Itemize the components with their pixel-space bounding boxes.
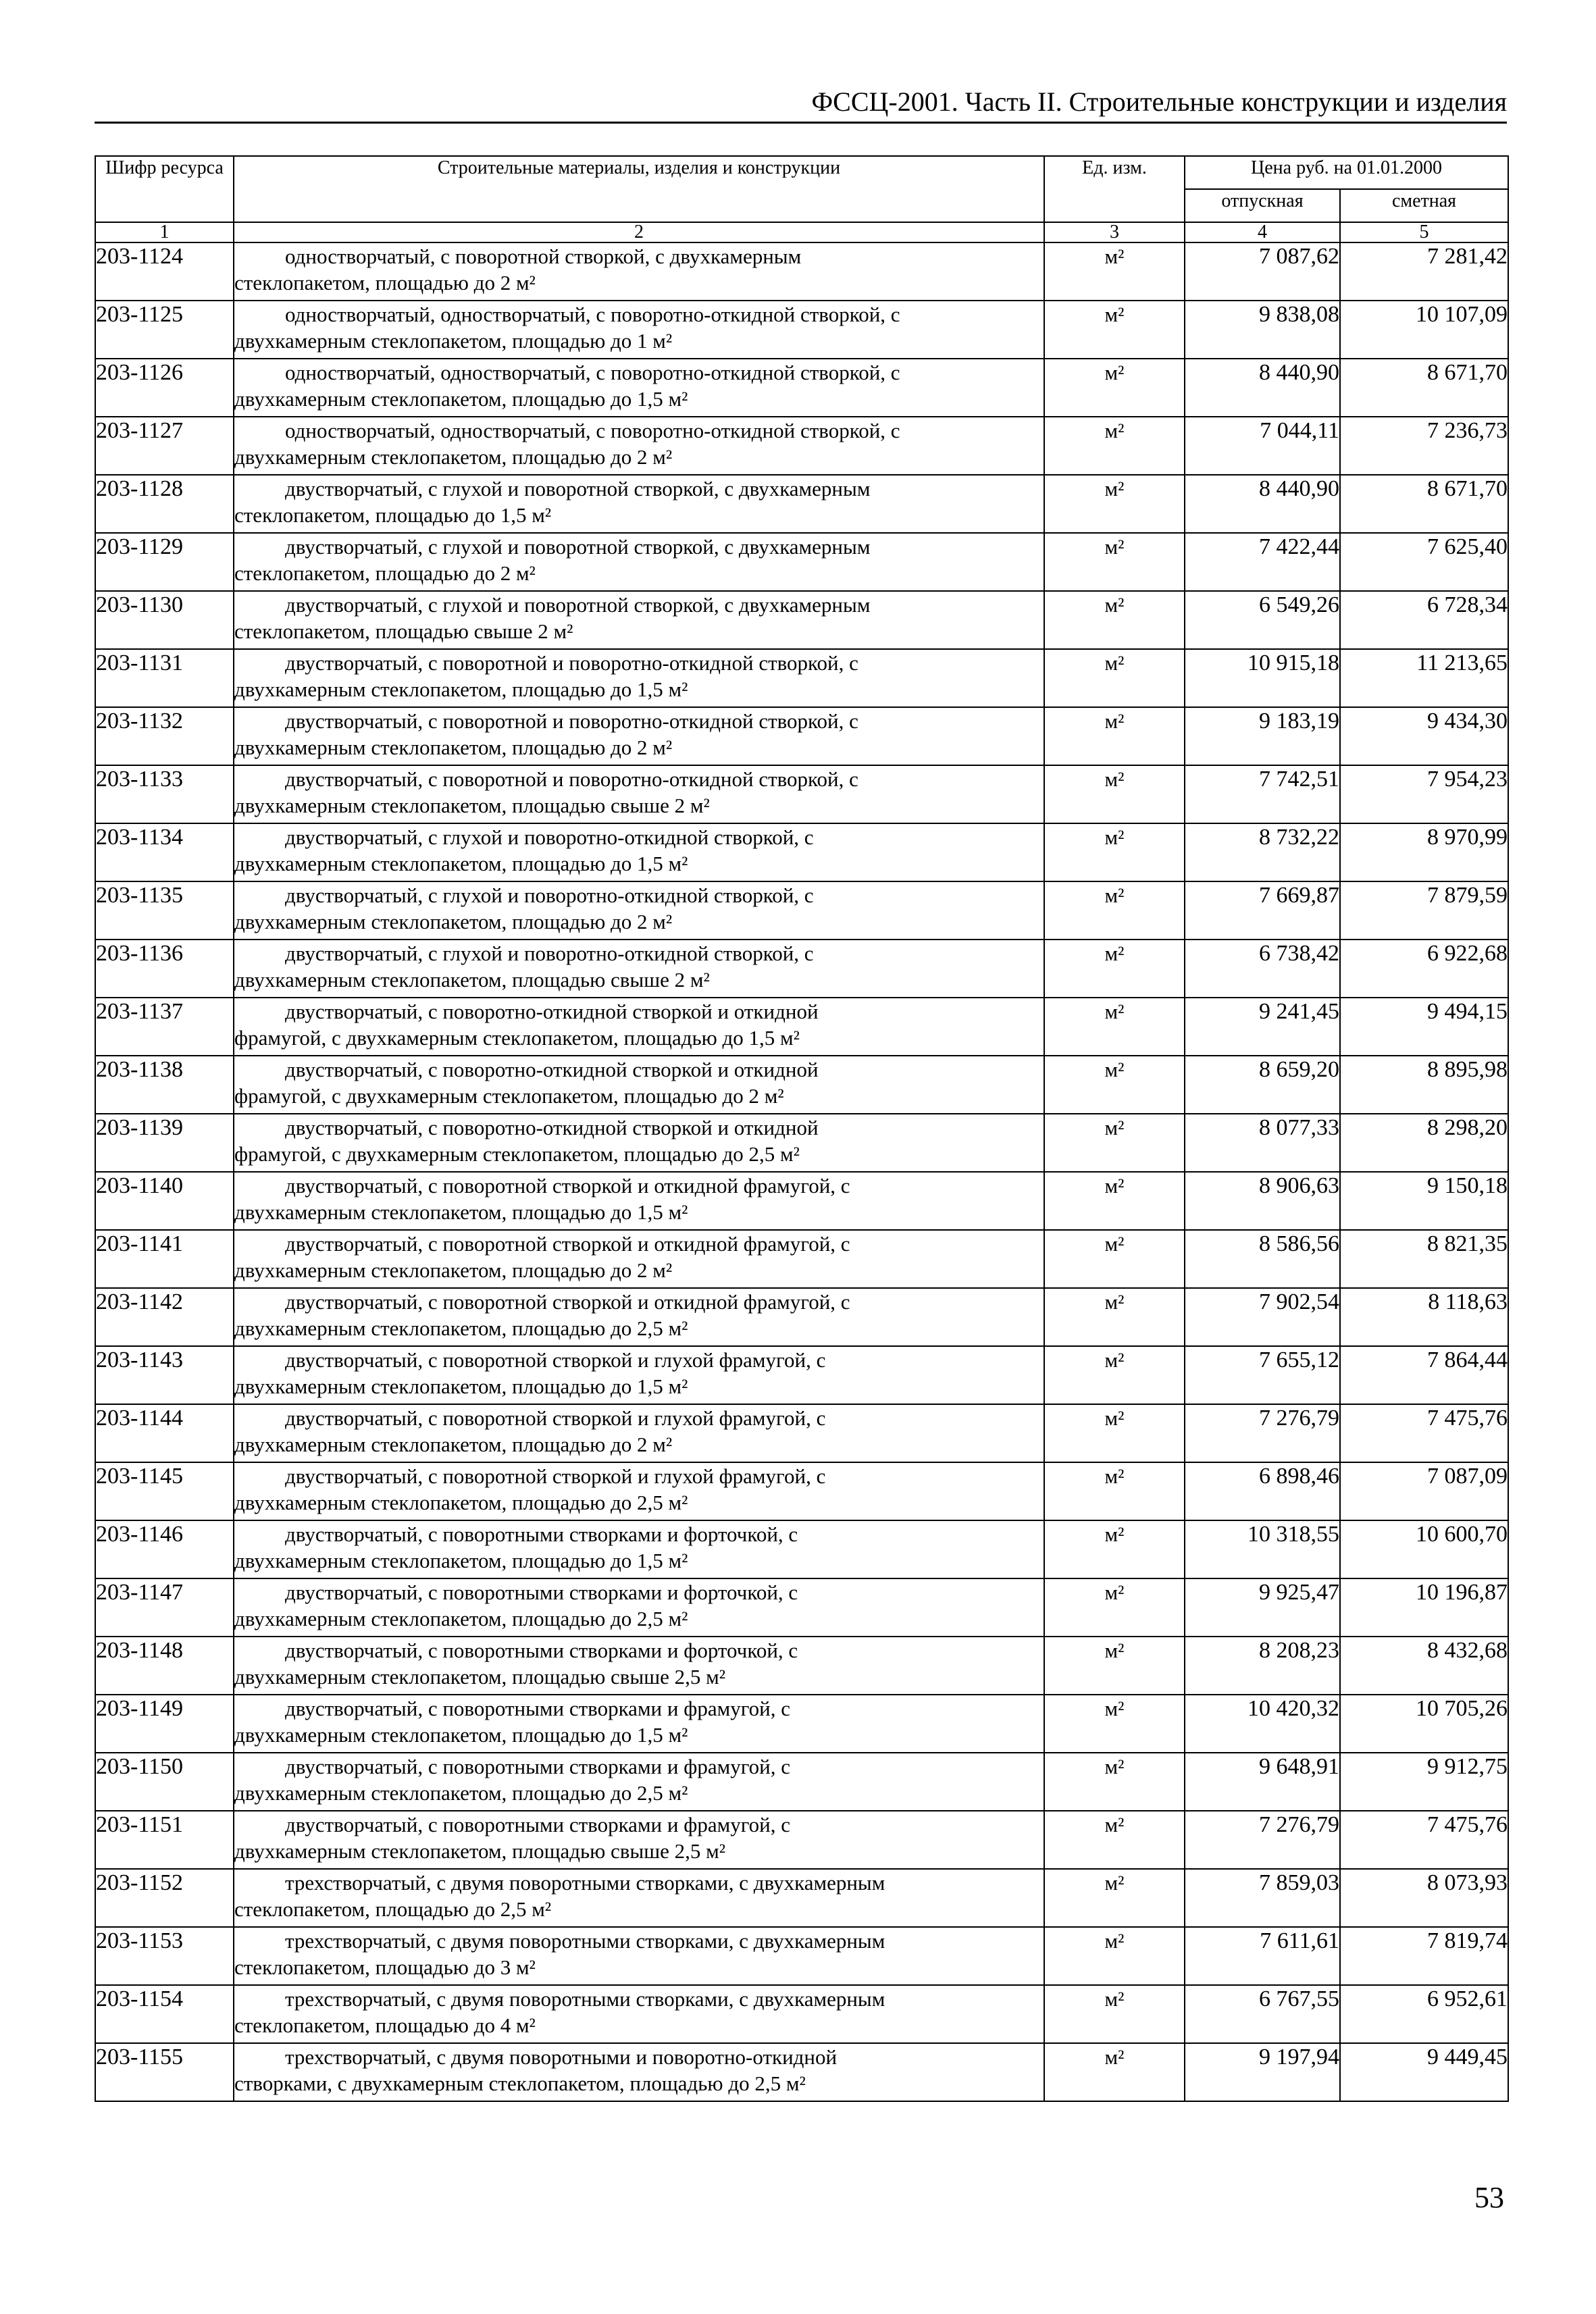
material-description: [234, 823, 1044, 881]
release-price: 9 183,19: [1185, 707, 1340, 765]
description-line-1: одностворчатый, одностворчатый, с поворотно-откидной створкой, с: [285, 419, 900, 442]
description-line-1: одностворчатый, с поворотной створкой, с двухкамерным: [285, 245, 802, 268]
estimate-price: 7 879,59: [1340, 881, 1508, 940]
resource-code: 203-1143: [95, 1346, 234, 1404]
release-price: 7 087,62: [1185, 242, 1340, 301]
description-line-2: двухкамерным стеклопакетом, площадью до 2 м²: [234, 1258, 673, 1282]
estimate-price: 11 213,65: [1340, 649, 1508, 707]
estimate-price: 8 970,99: [1340, 823, 1508, 881]
resource-code: 203-1151: [95, 1811, 234, 1869]
description-line-1: двустворчатый, с поворотной створкой и откидной фрамугой, с: [285, 1174, 850, 1198]
resource-code: 203-1126: [95, 359, 234, 417]
material-description: [234, 1869, 1044, 1927]
material-description: [234, 1927, 1044, 1985]
estimate-price: 7 475,76: [1340, 1404, 1508, 1462]
material-description: [234, 940, 1044, 998]
description-line-1: одностворчатый, одностворчатый, с поворотно-откидной створкой, с: [285, 303, 900, 326]
description-line-1: двустворчатый, с поворотно-откидной створкой и откидной: [285, 1000, 819, 1023]
release-price: 6 767,55: [1185, 1985, 1340, 2043]
unit-of-measure: м²: [1044, 1520, 1185, 1578]
description-line-2: двухкамерным стеклопакетом, площадью до 1,5 м²: [234, 387, 688, 411]
release-price: 7 044,11: [1185, 417, 1340, 475]
material-description: [234, 475, 1044, 533]
release-price: 6 898,46: [1185, 1462, 1340, 1520]
unit-of-measure: м²: [1044, 1869, 1185, 1927]
release-price: 6 738,42: [1185, 940, 1340, 998]
table-row: [95, 1114, 1508, 1172]
unit-of-measure: м²: [1044, 1346, 1185, 1404]
release-price: 9 241,45: [1185, 998, 1340, 1056]
resource-code: 203-1134: [95, 823, 234, 881]
description-line-1: двустворчатый, с поворотными створками и фрамугой, с: [285, 1813, 790, 1836]
resource-code: 203-1135: [95, 881, 234, 940]
description-line-1: двустворчатый, с поворотными створками и фрамугой, с: [285, 1697, 790, 1720]
running-header: ФССЦ-2001. Часть II. Строительные конструкции и изделия: [95, 82, 1507, 124]
unit-of-measure: м²: [1044, 1230, 1185, 1288]
resource-code: 203-1130: [95, 591, 234, 649]
table-row: [95, 823, 1508, 881]
estimate-price: 8 118,63: [1340, 1288, 1508, 1346]
material-description: [234, 1172, 1044, 1230]
estimate-price: 8 895,98: [1340, 1056, 1508, 1114]
release-price: 7 276,79: [1185, 1404, 1340, 1462]
material-description: [234, 765, 1044, 823]
unit-of-measure: м²: [1044, 533, 1185, 591]
resource-code: 203-1133: [95, 765, 234, 823]
description-line-1: двустворчатый, с поворотной и поворотно-откидной створкой, с: [285, 651, 858, 675]
material-description: [234, 1462, 1044, 1520]
estimate-price: 8 671,70: [1340, 475, 1508, 533]
description-line-2: двухкамерным стеклопакетом, площадью до 1,5 м²: [234, 852, 688, 875]
unit-of-measure: м²: [1044, 301, 1185, 359]
description-line-2: двухкамерным стеклопакетом, площадью до 2,5 м²: [234, 1316, 688, 1340]
description-line-2: двухкамерным стеклопакетом, площадью до 2 м²: [234, 445, 673, 469]
table-row: [95, 533, 1508, 591]
resource-code: 203-1150: [95, 1753, 234, 1811]
table-row: [95, 1288, 1508, 1346]
resource-code: 203-1152: [95, 1869, 234, 1927]
release-price: 7 276,79: [1185, 1811, 1340, 1869]
estimate-price: 7 236,73: [1340, 417, 1508, 475]
unit-of-measure: м²: [1044, 1985, 1185, 2043]
description-line-2: стеклопакетом, площадью до 3 м²: [234, 1955, 536, 1979]
resource-code: 203-1147: [95, 1578, 234, 1637]
unit-of-measure: м²: [1044, 1927, 1185, 1985]
unit-of-measure: м²: [1044, 765, 1185, 823]
resource-code: 203-1127: [95, 417, 234, 475]
material-description: [234, 533, 1044, 591]
description-line-2: двухкамерным стеклопакетом, площадью до 2 м²: [234, 910, 673, 933]
estimate-price: 9 434,30: [1340, 707, 1508, 765]
unit-of-measure: м²: [1044, 823, 1185, 881]
unit-of-measure: м²: [1044, 1404, 1185, 1462]
resource-code: 203-1154: [95, 1985, 234, 2043]
description-line-1: двустворчатый, с поворотной створкой и глухой фрамугой, с: [285, 1406, 826, 1430]
resource-code: 203-1142: [95, 1288, 234, 1346]
estimate-price: 7 475,76: [1340, 1811, 1508, 1869]
estimate-price: 8 432,68: [1340, 1637, 1508, 1695]
description-line-1: двустворчатый, с поворотной створкой и глухой фрамугой, с: [285, 1348, 826, 1372]
release-price: 10 420,32: [1185, 1695, 1340, 1753]
table-row: [95, 1985, 1508, 2043]
release-price: 10 318,55: [1185, 1520, 1340, 1578]
description-line-1: двустворчатый, с поворотно-откидной створкой и откидной: [285, 1116, 819, 1139]
unit-of-measure: м²: [1044, 1172, 1185, 1230]
description-line-2: двухкамерным стеклопакетом, площадью свыше 2,5 м²: [234, 1665, 726, 1689]
table-row: [95, 475, 1508, 533]
material-description: [234, 881, 1044, 940]
unit-of-measure: м²: [1044, 417, 1185, 475]
material-description: [234, 1056, 1044, 1114]
material-description: [234, 1346, 1044, 1404]
col-header-code: Шифр ресурса: [95, 156, 234, 222]
description-line-2: двухкамерным стеклопакетом, площадью до 1,5 м²: [234, 1374, 688, 1398]
estimate-price: 9 494,15: [1340, 998, 1508, 1056]
table-row: [95, 707, 1508, 765]
estimate-price: 7 819,74: [1340, 1927, 1508, 1985]
release-price: 7 611,61: [1185, 1927, 1340, 1985]
release-price: 8 440,90: [1185, 475, 1340, 533]
release-price: 8 732,22: [1185, 823, 1340, 881]
table-row: [95, 1462, 1508, 1520]
description-line-2: стеклопакетом, площадью свыше 2 м²: [234, 619, 573, 643]
description-line-1: двустворчатый, с поворотной створкой и откидной фрамугой, с: [285, 1290, 850, 1314]
material-description: [234, 1637, 1044, 1695]
release-price: 7 422,44: [1185, 533, 1340, 591]
description-line-2: двухкамерным стеклопакетом, площадью до 1 м²: [234, 329, 673, 353]
col-number: 1: [95, 222, 234, 242]
unit-of-measure: м²: [1044, 1637, 1185, 1695]
resource-code: 203-1140: [95, 1172, 234, 1230]
resource-code: 203-1124: [95, 242, 234, 301]
description-line-1: двустворчатый, с поворотной и поворотно-откидной створкой, с: [285, 709, 858, 733]
description-line-2: стеклопакетом, площадью до 4 м²: [234, 2013, 536, 2037]
col-header-description: Строительные материалы, изделия и конструкции: [234, 156, 1044, 222]
estimate-price: 8 671,70: [1340, 359, 1508, 417]
material-description: [234, 1753, 1044, 1811]
col-number: 4: [1185, 222, 1340, 242]
description-line-2: двухкамерным стеклопакетом, площадью до 2 м²: [234, 1433, 673, 1456]
unit-of-measure: м²: [1044, 2043, 1185, 2101]
description-line-1: двустворчатый, с поворотными створками и форточкой, с: [285, 1522, 798, 1546]
description-line-1: двустворчатый, с поворотными створками и фрамугой, с: [285, 1755, 790, 1778]
table-row: [95, 1346, 1508, 1404]
release-price: 8 208,23: [1185, 1637, 1340, 1695]
release-price: 8 586,56: [1185, 1230, 1340, 1288]
material-description: [234, 707, 1044, 765]
table-row: [95, 1811, 1508, 1869]
material-description: [234, 1114, 1044, 1172]
description-line-2: створками, с двухкамерным стеклопакетом, площадью до 2,5 м²: [234, 2072, 806, 2095]
description-line-1: двустворчатый, с поворотными створками и форточкой, с: [285, 1580, 798, 1604]
estimate-price: 10 196,87: [1340, 1578, 1508, 1637]
description-line-2: стеклопакетом, площадью до 2 м²: [234, 271, 536, 294]
unit-of-measure: м²: [1044, 1578, 1185, 1637]
estimate-price: 6 922,68: [1340, 940, 1508, 998]
description-line-1: двустворчатый, с глухой и поворотной створкой, с двухкамерным: [285, 593, 871, 617]
table-row: [95, 940, 1508, 998]
estimate-price: 7 087,09: [1340, 1462, 1508, 1520]
release-price: 9 838,08: [1185, 301, 1340, 359]
material-description: [234, 1578, 1044, 1637]
table-row: [95, 765, 1508, 823]
col-header-release-price: отпускная: [1185, 189, 1340, 222]
release-price: 8 440,90: [1185, 359, 1340, 417]
description-line-2: двухкамерным стеклопакетом, площадью до 2,5 м²: [234, 1781, 688, 1805]
resource-code: 203-1149: [95, 1695, 234, 1753]
release-price: 9 648,91: [1185, 1753, 1340, 1811]
description-line-1: трехстворчатый, с двумя поворотными створками, с двухкамерным: [285, 1929, 885, 1953]
estimate-price: 6 728,34: [1340, 591, 1508, 649]
col-header-unit: Ед. изм.: [1044, 156, 1185, 222]
description-line-2: стеклопакетом, площадью до 2,5 м²: [234, 1897, 552, 1921]
material-description: [234, 1404, 1044, 1462]
release-price: 7 669,87: [1185, 881, 1340, 940]
table-row: [95, 591, 1508, 649]
table-row: [95, 242, 1508, 301]
unit-of-measure: м²: [1044, 1695, 1185, 1753]
col-header-estimate-price: сметная: [1340, 189, 1508, 222]
release-price: 8 659,20: [1185, 1056, 1340, 1114]
col-number: 5: [1340, 222, 1508, 242]
table-row: [95, 1230, 1508, 1288]
table-row: [95, 1695, 1508, 1753]
estimate-price: 8 821,35: [1340, 1230, 1508, 1288]
description-line-1: двустворчатый, с глухой и поворотной створкой, с двухкамерным: [285, 535, 871, 559]
page-number: 53: [1474, 2181, 1504, 2214]
release-price: 10 915,18: [1185, 649, 1340, 707]
unit-of-measure: м²: [1044, 940, 1185, 998]
release-price: 8 077,33: [1185, 1114, 1340, 1172]
description-line-2: стеклопакетом, площадью до 2 м²: [234, 561, 536, 585]
resource-code: 203-1153: [95, 1927, 234, 1985]
description-line-2: двухкамерным стеклопакетом, площадью до 1,5 м²: [234, 1723, 688, 1747]
estimate-price: 7 864,44: [1340, 1346, 1508, 1404]
description-line-1: трехстворчатый, с двумя поворотными створками, с двухкамерным: [285, 1871, 885, 1895]
resource-code: 203-1131: [95, 649, 234, 707]
table-row: [95, 301, 1508, 359]
release-price: 7 859,03: [1185, 1869, 1340, 1927]
table-row: [95, 649, 1508, 707]
material-description: [234, 1695, 1044, 1753]
resource-code: 203-1145: [95, 1462, 234, 1520]
description-line-2: двухкамерным стеклопакетом, площадью до 2 м²: [234, 736, 673, 759]
unit-of-measure: м²: [1044, 1811, 1185, 1869]
description-line-1: двустворчатый, с поворотной створкой и откидной фрамугой, с: [285, 1232, 850, 1256]
material-description: [234, 417, 1044, 475]
table-row: [95, 1172, 1508, 1230]
description-line-1: двустворчатый, с поворотной и поворотно-откидной створкой, с: [285, 767, 858, 791]
release-price: 8 906,63: [1185, 1172, 1340, 1230]
resource-code: 203-1146: [95, 1520, 234, 1578]
resource-code: 203-1125: [95, 301, 234, 359]
description-line-2: фрамугой, с двухкамерным стеклопакетом, площадью до 1,5 м²: [234, 1026, 800, 1050]
estimate-price: 9 912,75: [1340, 1753, 1508, 1811]
release-price: 7 655,12: [1185, 1346, 1340, 1404]
estimate-price: 9 150,18: [1340, 1172, 1508, 1230]
unit-of-measure: м²: [1044, 1753, 1185, 1811]
unit-of-measure: м²: [1044, 591, 1185, 649]
unit-of-measure: м²: [1044, 998, 1185, 1056]
description-line-2: двухкамерным стеклопакетом, площадью до 1,5 м²: [234, 1200, 688, 1224]
description-line-2: двухкамерным стеклопакетом, площадью свыше 2,5 м²: [234, 1839, 726, 1863]
resource-code: 203-1138: [95, 1056, 234, 1114]
material-description: [234, 1520, 1044, 1578]
resource-code: 203-1155: [95, 2043, 234, 2101]
table-row: [95, 1056, 1508, 1114]
description-line-2: фрамугой, с двухкамерным стеклопакетом, площадью до 2,5 м²: [234, 1142, 800, 1166]
table-row: [95, 359, 1508, 417]
table-body: [95, 242, 1508, 2101]
unit-of-measure: м²: [1044, 242, 1185, 301]
material-description: [234, 1288, 1044, 1346]
description-line-1: трехстворчатый, с двумя поворотными и поворотно-откидной: [285, 2045, 838, 2069]
material-description: [234, 242, 1044, 301]
description-line-1: двустворчатый, с глухой и поворотной створкой, с двухкамерным: [285, 477, 871, 500]
description-line-2: двухкамерным стеклопакетом, площадью до 2,5 м²: [234, 1491, 688, 1514]
resource-code: 203-1139: [95, 1114, 234, 1172]
resource-code: 203-1136: [95, 940, 234, 998]
estimate-price: 8 073,93: [1340, 1869, 1508, 1927]
estimate-price: 6 952,61: [1340, 1985, 1508, 2043]
unit-of-measure: м²: [1044, 1462, 1185, 1520]
material-description: [234, 2043, 1044, 2101]
description-line-2: двухкамерным стеклопакетом, площадью до 1,5 м²: [234, 677, 688, 701]
unit-of-measure: м²: [1044, 1114, 1185, 1172]
release-price: 9 197,94: [1185, 2043, 1340, 2101]
release-price: 7 742,51: [1185, 765, 1340, 823]
estimate-price: 7 281,42: [1340, 242, 1508, 301]
unit-of-measure: м²: [1044, 475, 1185, 533]
material-description: [234, 998, 1044, 1056]
estimate-price: 8 298,20: [1340, 1114, 1508, 1172]
table-row: [95, 881, 1508, 940]
description-line-2: двухкамерным стеклопакетом, площадью свыше 2 м²: [234, 794, 710, 817]
table-row: [95, 1753, 1508, 1811]
material-description: [234, 1985, 1044, 2043]
estimate-price: 10 705,26: [1340, 1695, 1508, 1753]
description-line-1: двустворчатый, с глухой и поворотно-откидной створкой, с: [285, 942, 814, 965]
table-row: [95, 417, 1508, 475]
estimate-price: 10 600,70: [1340, 1520, 1508, 1578]
material-description: [234, 301, 1044, 359]
description-line-1: трехстворчатый, с двумя поворотными створками, с двухкамерным: [285, 1987, 885, 2011]
description-line-2: двухкамерным стеклопакетом, площадью до 2,5 м²: [234, 1607, 688, 1630]
material-description: [234, 1230, 1044, 1288]
resource-code: 203-1129: [95, 533, 234, 591]
release-price: 7 902,54: [1185, 1288, 1340, 1346]
col-number: 2: [234, 222, 1044, 242]
resource-code: 203-1132: [95, 707, 234, 765]
estimate-price: 10 107,09: [1340, 301, 1508, 359]
table-row: [95, 1520, 1508, 1578]
description-line-2: двухкамерным стеклопакетом, площадью свыше 2 м²: [234, 968, 710, 992]
material-description: [234, 359, 1044, 417]
unit-of-measure: м²: [1044, 707, 1185, 765]
table-row: [95, 1637, 1508, 1695]
resource-code: 203-1128: [95, 475, 234, 533]
unit-of-measure: м²: [1044, 1056, 1185, 1114]
release-price: 6 549,26: [1185, 591, 1340, 649]
release-price: 9 925,47: [1185, 1578, 1340, 1637]
unit-of-measure: м²: [1044, 881, 1185, 940]
material-description: [234, 649, 1044, 707]
description-line-2: двухкамерным стеклопакетом, площадью до 1,5 м²: [234, 1549, 688, 1572]
table-row: [95, 1869, 1508, 1927]
price-table: [95, 155, 1509, 2102]
col-number: 3: [1044, 222, 1185, 242]
table-row: [95, 998, 1508, 1056]
estimate-price: 7 954,23: [1340, 765, 1508, 823]
resource-code: 203-1148: [95, 1637, 234, 1695]
table-row: [95, 2043, 1508, 2101]
table-row: [95, 1927, 1508, 1985]
description-line-1: одностворчатый, одностворчатый, с поворотно-откидной створкой, с: [285, 361, 900, 384]
description-line-1: двустворчатый, с глухой и поворотно-откидной створкой, с: [285, 883, 814, 907]
unit-of-measure: м²: [1044, 1288, 1185, 1346]
description-line-1: двустворчатый, с поворотными створками и форточкой, с: [285, 1639, 798, 1662]
description-line-1: двустворчатый, с поворотной створкой и глухой фрамугой, с: [285, 1464, 826, 1488]
unit-of-measure: м²: [1044, 359, 1185, 417]
table-row: [95, 1578, 1508, 1637]
resource-code: 203-1141: [95, 1230, 234, 1288]
description-line-1: двустворчатый, с поворотно-откидной створкой и откидной: [285, 1058, 819, 1081]
estimate-price: 7 625,40: [1340, 533, 1508, 591]
description-line-1: двустворчатый, с глухой и поворотно-откидной створкой, с: [285, 825, 814, 849]
description-line-2: стеклопакетом, площадью до 1,5 м²: [234, 503, 552, 527]
resource-code: 203-1137: [95, 998, 234, 1056]
unit-of-measure: м²: [1044, 649, 1185, 707]
estimate-price: 9 449,45: [1340, 2043, 1508, 2101]
resource-code: 203-1144: [95, 1404, 234, 1462]
table-row: [95, 1404, 1508, 1462]
material-description: [234, 591, 1044, 649]
material-description: [234, 1811, 1044, 1869]
col-header-price-group: Цена руб. на 01.01.2000: [1185, 156, 1508, 189]
description-line-2: фрамугой, с двухкамерным стеклопакетом, площадью до 2 м²: [234, 1084, 784, 1108]
